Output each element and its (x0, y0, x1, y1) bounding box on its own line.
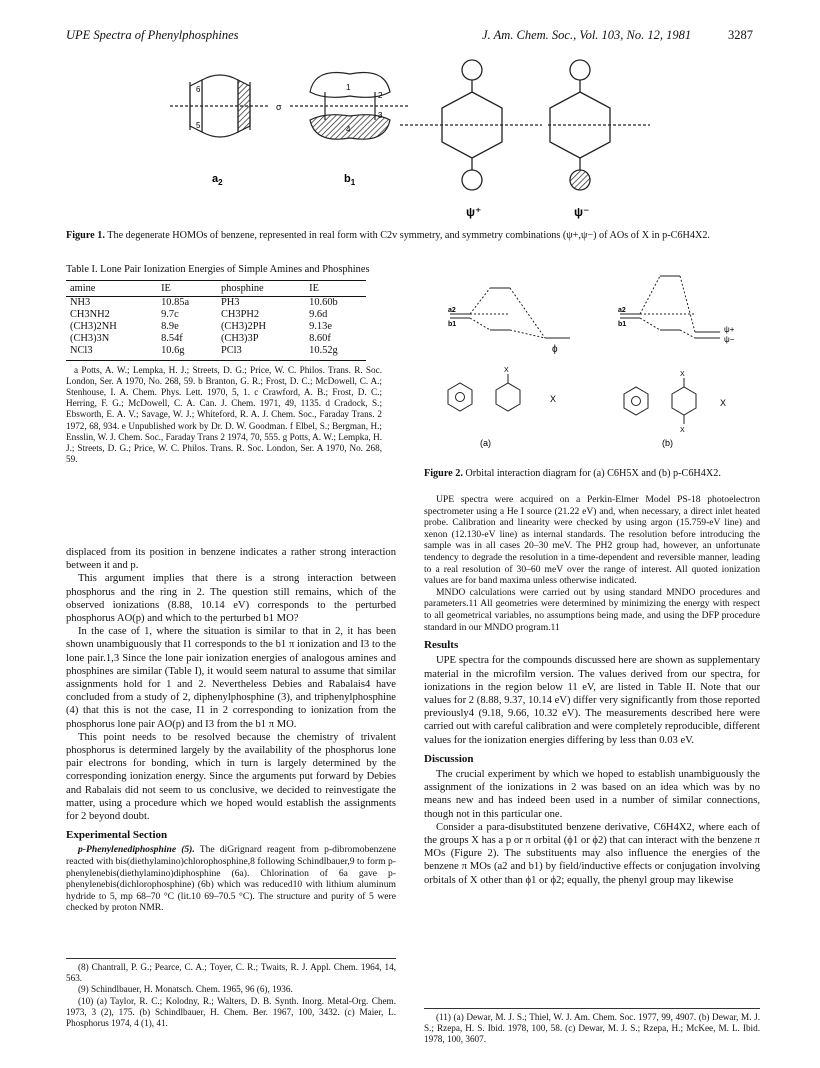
fig2-panel-b: (b) (662, 438, 673, 448)
right-column (424, 494, 760, 887)
table-1-title: Table I. Lone Pair Ionization Energies of Simple Amines and Phosphines (66, 264, 370, 275)
fig2-label-x-b-bottom: X (680, 427, 685, 434)
atom-label-1: 1 (346, 83, 351, 92)
label-psi-minus: ψ⁻ (574, 205, 590, 219)
label-psi-plus: ψ⁺ (466, 205, 482, 219)
results-heading: Results (424, 639, 459, 652)
discussion-heading: Discussion (424, 752, 474, 765)
a2-orbital (170, 75, 268, 137)
body-paragraph: This argument implies that there is a strong interaction between phosphorus and the ring in 2. The question still remains, which of the observed ionizations (8.88, 10.14 eV) corresponds to the perturbed phosphorus AO(p) and which to the perturbed b1 MO? (66, 573, 396, 625)
atom-label-6: 6 (196, 85, 201, 94)
right-footnotes (424, 1012, 760, 1046)
fig2-label-x-a-free: X (550, 394, 557, 404)
figure-2-drawing (430, 262, 760, 452)
footnote: (11) (a) Dewar, M. J. S.; Thiel, W. J. Am. Chem. Soc. 1977, 99, 4907. (b) Dewar, M. J. S.; Rzepa, H. S. Ibid. 1978, 100, 58. (c) Dewar, M. J. S.; Rzepa, H.; McKee, M. L. Ibid. 1978, 100, 3607. (424, 1012, 760, 1045)
fig2-panel-a: (a) (480, 438, 491, 448)
table-1-footnote: a Potts, A. W.; Lempka, H. J.; Streets, D. G.; Price, W. C. Philos. Trans. R. Soc. London, Ser. A 1970, No. 268, 59. b Branton, G. R.; Frost, D. C.; McDowell, C. A.; Stenhouse, I. A. Chem. Phys. Lett. 1970, 5, 1. c Crawford, A. B.; Frost, D. C.; Herring, F. G.; McDowell, C. A. Can. J. Chem. 1971, 49, 1135. d Cradock, S.; Ebsworth, E. A. V.; Savage, W. J.; Whiteford, R. A. J. Chem. Soc., Faraday Trans. 2 1972, 68, 934. e Unpublished work by Dr. D. W. Goodman. f Elbel, S.; Bergman, H.; Ensslin, W. J. Chem. Soc., Faraday Trans 2 1974, 70, 555. g Potts, A. W.; Lempka, H. J.; Streets, D. G.; Price, W. C. Philos. Trans. R. Soc. London, Ser. A 1970, No. 268, 59. (66, 364, 382, 465)
psi-minus-diagram (548, 60, 650, 190)
psi-plus-diagram (400, 60, 542, 190)
figure-2-caption: Figure 2. Orbital interaction diagram for (a) C6H5X and (b) p-C6H4X2. (424, 468, 721, 479)
col-header-ie: IE (305, 280, 366, 296)
table-1-grid (66, 280, 366, 361)
table-row: CH3NH2 9.7c CH3PH2 9.6d (70, 308, 328, 320)
table-row: NCl3 10.6g PCl3 10.52g (66, 345, 366, 361)
fig2-label-a2-b: a2 (618, 307, 626, 314)
fig2-label-b1: b1 (448, 321, 457, 328)
label-a2: $a_2$ (212, 173, 223, 187)
table-row: (CH3)2NH 8.9e (CH3)2PH 9.13e (70, 320, 332, 332)
fig2-label-phi: ϕ (552, 344, 558, 355)
label-b1: $b_1$ (344, 173, 356, 187)
experimental-paragraph: p-Phenylenediphosphine (5). The diGrignard reagent from p-dibromobenzene reacted with bis(diethylamino)chlorophosphine,8 following Schindlbauer,9 to form p-phenylenebis(diethylamino)diphosphine (6a). Chlorination of 6a gave p-phenylenebis(dichlorophosphine) (6b) which was reduced10 with lithium aluminum hydride to 5, mp 68–70 °C (lit.10 69–70.5 °C). The structure and purity of 5 were checked by proton NMR. (66, 844, 397, 914)
footnote: (8) Chantrall, P. G.; Pearce, C. A.; Toyer, C. R.; Twaits, R. J. Appl. Chem. 1964, 14, 563. (66, 962, 396, 984)
col-header-ie: IE (157, 280, 217, 296)
fig2-label-a2: a2 (448, 307, 456, 314)
left-column (66, 546, 396, 914)
fig2-label-x-b-free: X (720, 398, 727, 408)
table-row: (CH3)3N 8.54f (CH3)3P 8.60f (70, 332, 331, 344)
discussion-paragraph: The crucial experiment by which we hoped to establish unambiguously the assignment of the ionizations in 2 was based on an idea which was by no means new and has indeed been used in a number of similar connections, though not in this particular one. (424, 768, 760, 820)
table-row: NH3 10.85a PH3 10.60b (70, 296, 338, 308)
body-paragraph: In the case of 1, where the situation is similar to that in 2, it has been shown unambiguously that I1 corresponds to the b1 π ionization and I3 to the lone pair.1,3 Since the lone pair ionization energies of analogous amines and phosphines are similar (Table I), it would seem natural to assume that similar assignments hold for 1 and 2. Nevertheless Debies and Rabalais4 have concluded from a study of 2, diphenylphosphine (3), and triphenylphosphine (4) that this is not the case, I1 in 2 corresponding to ionization from the phosphorus lone pair AO(p) and I3 from the b1 π MO. (66, 626, 396, 730)
atom-label-2: 2 (378, 91, 383, 100)
results-paragraph: UPE spectra for the compounds discussed here are shown as supplementary material in the microfilm version. The values derived from our spectra, for ionizations in the region below 11 eV, are listed in Table II. Note that our values for 2 (8.88, 9.37, 10.14 eV) differ very significantly from those reported previously4 (9.18, 9.66, 10.32 eV). The measurements described here were carried out with careful calibration and were completely reproducible, different values for the ionization energies differing by less than 0.03 eV. (424, 655, 760, 746)
methods-paragraph: MNDO calculations were carried out by using standard MNDO procedures and parameters.11 All geometries were determined by minimizing the energy with respect to all geometrical variables, no assumptions being made, and using the DFP procedure standard in our MNDO program.11 (424, 586, 760, 633)
discussion-paragraph: Consider a para-disubstituted benzene derivative, C6H4X2, where each of the groups X has a p or π orbital (ϕ1 or ϕ2) that can interact with the benzene π MOs (Figure 2). The substituents may also influence the energies of the benzene π MOs (a2 and b1) by field/inductive effects or conjugation involving orbitals of X other than ϕ1 or ϕ2; equally, the phenyl group may likewise (424, 821, 760, 886)
footnote: (10) (a) Taylor, R. C.; Kolodny, R.; Walters, D. B. Synth. Inorg. Metal-Org. Chem. 1973, 3 (2), 175. (b) Schindlbauer, H. Chem. Ber. 1967, 100, 3432. (c) Maier, L. Phosphorus 1974, 4 (1), 41. (66, 995, 396, 1029)
body-paragraph: displaced from its position in benzene indicates a rather strong interaction between it and p. (66, 547, 396, 572)
fig2-label-x-a: X (504, 367, 509, 374)
footnote-rule (424, 1008, 760, 1009)
journal-citation: J. Am. Chem. Soc., Vol. 103, No. 12, 1981 (482, 28, 692, 42)
svg-text:σ: σ (276, 102, 282, 112)
page-number: 3287 (728, 28, 753, 42)
figure-1-drawing (150, 52, 770, 222)
footnote-rule (66, 958, 396, 959)
fig2-label-psi-plus: ψ+ (724, 325, 735, 334)
table-1 (66, 264, 382, 465)
methods-paragraph: UPE spectra were acquired on a Perkin-Elmer Model PS-18 photoelectron spectrometer using a He I source (21.22 eV) and, when necessary, a direct inlet heated probe. Calibration and linearity were checked by using argon (15.759-eV line) and xenon (12.130-eV line) as internal standards. The resolution before introducing the sample was in all cases 20–30 meV. The PH2 group had, however, an unfortunate tendency to degrade the resolution in a time-dependent and reversible manner, leading to a real resolution of 30–60 meV over the range of interest. All quoted ionization values are for band maxima unless otherwise indicated. (424, 494, 760, 587)
col-header-phosphine: phosphine (217, 280, 305, 296)
fig2-label-b1-b: b1 (618, 321, 627, 328)
atom-label-3: 3 (378, 111, 383, 120)
body-paragraph: This point needs to be resolved because the chemistry of trivalent phosphorus is determined largely by the availability of the phosphorus lone pair electrons for bonding, which in turn is largely determined by the corresponding ionization energy. Since the arguments put forward by Debies and Rabalais did not seem to us conclusive, we decided to reinvestigate the matter, using a procedure which we hoped would establish the assignments for 2 beyond doubt. (66, 731, 396, 823)
atom-label-5: 5 (196, 121, 201, 130)
left-footnotes (66, 962, 396, 1029)
fig2-label-psi-minus: ψ− (724, 335, 735, 344)
running-title: UPE Spectra of Phenylphosphines (66, 28, 239, 42)
fig2-label-x-b-top: X (680, 371, 685, 378)
atom-label-4: 4 (346, 125, 351, 134)
experimental-heading: Experimental Section (66, 829, 168, 842)
footnote: (9) Schindlbauer, H. Monatsch. Chem. 1965, 96 (6), 1936. (78, 984, 293, 995)
figure-1-caption: Figure 1. The degenerate HOMOs of benzene, represented in real form with C2v symmetry, and symmetry combinations (ψ+,ψ−) of AOs of X in p-C6H4X2. (66, 230, 710, 241)
col-header-amine: amine (66, 280, 157, 296)
